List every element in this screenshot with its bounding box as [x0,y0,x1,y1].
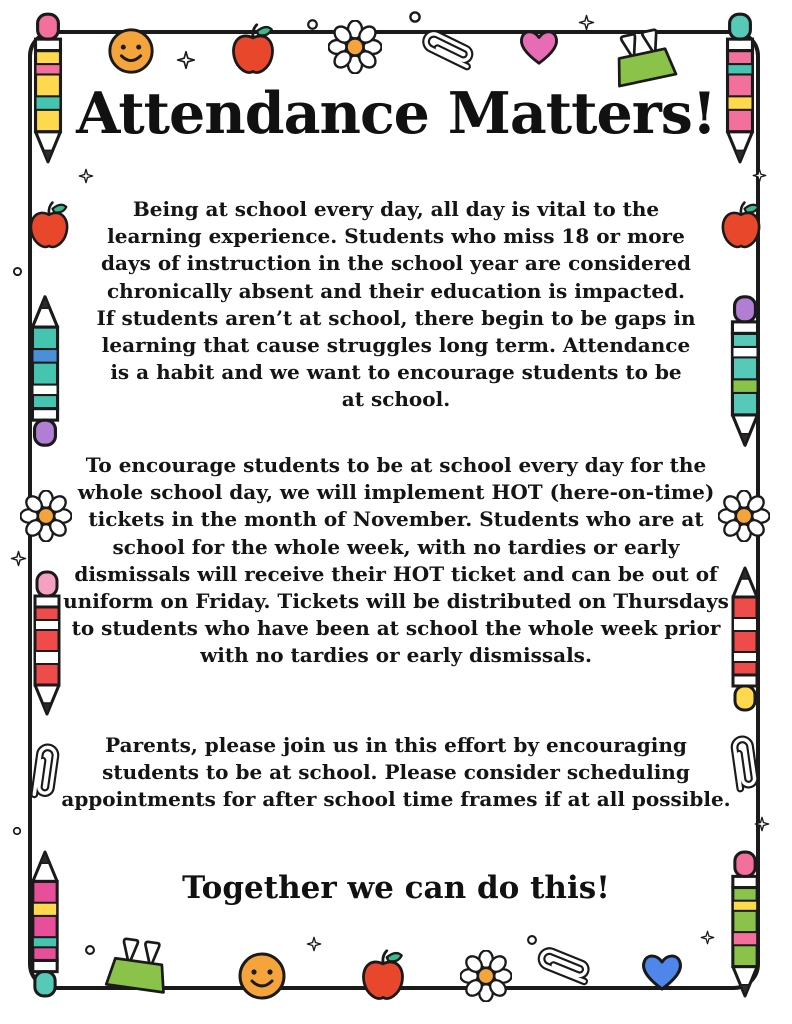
binderclip-icon [100,934,175,999]
closing-line: Together we can do this! [182,870,610,906]
sparkle-icon [78,168,94,184]
dot-icon [12,826,22,836]
paragraph-hot-tickets: To encourage students to be at school every day for the whole school day, we will implement HOT (here-on-time) tickets in the month of November. Students who are at school for the whole week, with no tardies or early dismissals will receive their HOT ticket and can be out of uniform on Friday. Tickets will be distributed on Thursdays to students who have been at school the whole week prior with no tardies or early dismissals. [63,453,729,668]
heart-icon [516,26,562,68]
dot-icon [408,10,422,24]
smiley-icon [106,26,156,76]
dot-icon [306,18,319,31]
paragraph-intro: Being at school every day, all day is vital to the learning experience. Students who miss 18 or more days of instruction in the school year are considered chronically absent and their education is impacted. If students aren’t at school, there begin to be gaps in learning that cause struggles long term. Attendance is a habit and we want to encourage students to be at school. [96,197,696,412]
apple-icon [714,200,768,252]
flower-icon [328,20,382,74]
flower-icon [460,950,512,1002]
pencil-icon [22,292,68,450]
dot-icon [84,944,96,956]
sparkle-icon [176,50,196,70]
sparkle-icon [10,550,27,567]
sparkle-icon [754,816,770,832]
dot-icon [12,266,23,277]
apple-icon [224,22,282,78]
heart-icon [638,950,686,994]
page-title: Attendance Matters! [76,80,716,147]
sparkle-icon [578,14,595,31]
paragraph-parents: Parents, please join us in this effort by encouraging students to be at school. Please consider scheduling appointments for after school time frames if at all possible. [61,733,731,812]
sparkle-icon [700,930,715,945]
smiley-icon [236,950,288,1002]
dot-icon [526,934,538,946]
sparkle-icon [306,936,322,952]
pencil-icon [722,292,768,450]
apple-icon [22,200,76,252]
sparkle-icon [752,168,767,183]
apple-icon [354,948,412,1004]
